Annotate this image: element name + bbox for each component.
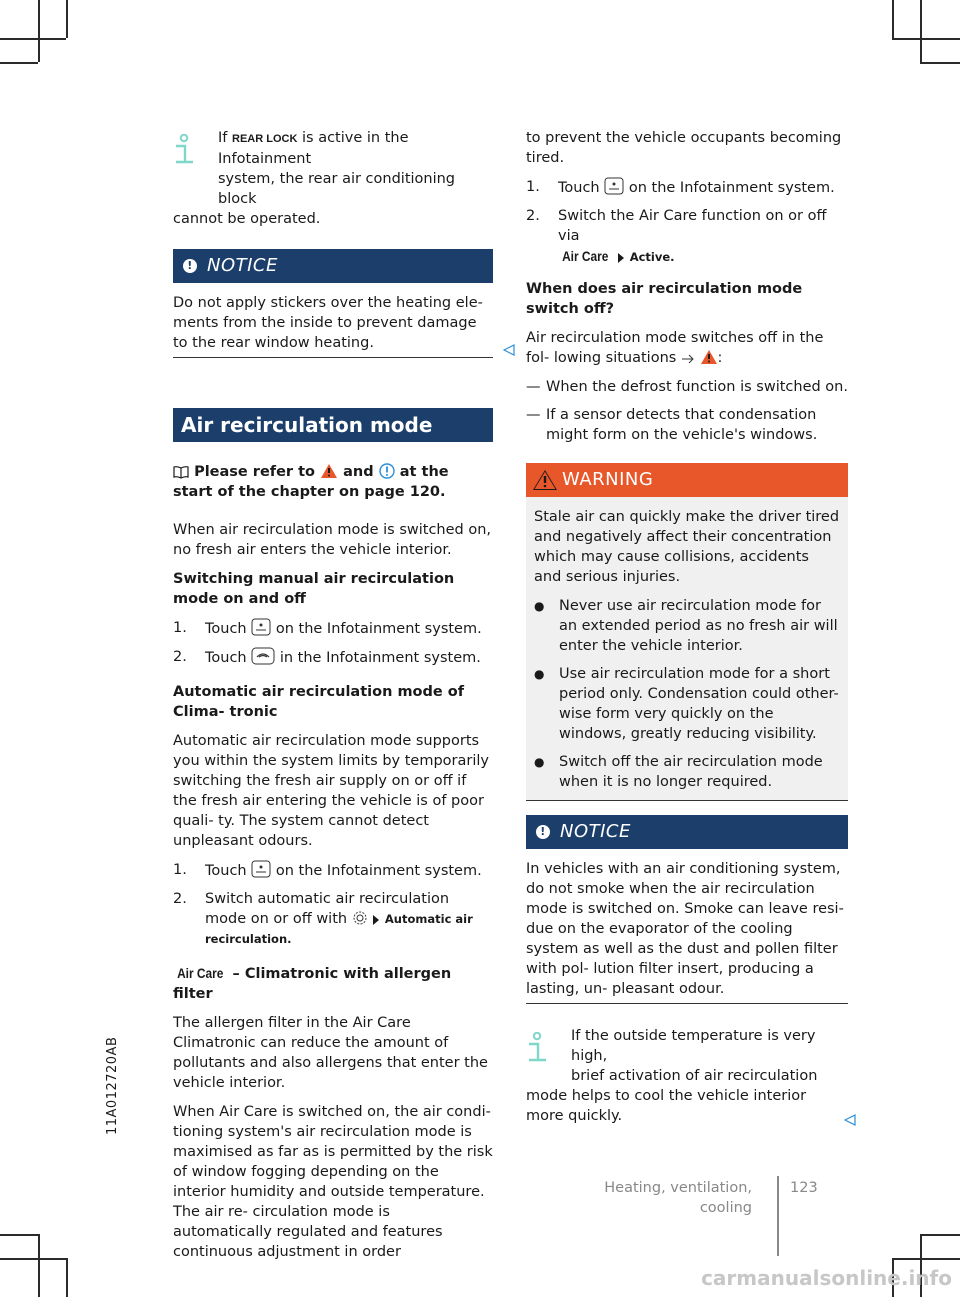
step-item: 1. Touch on the Infotainment system. [173, 620, 482, 637]
info-text: If [218, 130, 228, 146]
page-number: 123 [790, 1180, 818, 1196]
rear-lock-label: REAR LOCK [232, 133, 298, 145]
step-item: 1. Touch on the Infotainment system. [526, 179, 835, 196]
right-column [526, 128, 848, 1146]
warning-triangle-icon [532, 469, 558, 491]
info-text: system, the rear air conditioning block [218, 171, 456, 207]
info-note [173, 128, 493, 229]
notice-text: In vehicles with an air conditioning system, do not smoke when the air recirculation mode is switched on. Smoke can leave resi- due on the evaporator of the cooling system as well as the dust and pollen filter with pol- lution filter insert, producing a lasting, un- pleasant odour. [526, 861, 844, 997]
warning-triangle-icon [320, 463, 338, 479]
warning-box [526, 463, 848, 801]
info-text: If the outside temperature is very high, [571, 1028, 816, 1064]
info-text: cannot be operated. [173, 211, 321, 227]
reference-note: Please refer to and at the start of the chapter on page 120. [173, 464, 449, 500]
arrow-right-icon [681, 353, 695, 365]
list-item: — When the defrost function is switched on. [526, 379, 848, 395]
book-icon [173, 465, 189, 479]
list-item: — If a sensor detects that condensation might form on the vehicle's windows. [526, 407, 818, 443]
left-column [173, 128, 493, 1271]
warning-title: WARNING [562, 469, 654, 490]
off-text: Air recirculation mode switches off in the fol- lowing situations : [526, 330, 824, 366]
list-item: ● Never use air recirculation mode for an extended period as no fresh air will enter the vehicle interior. [534, 598, 838, 654]
warning-triangle-icon [700, 349, 718, 365]
climate-button-icon [251, 618, 271, 636]
notice-header [526, 815, 848, 849]
step-item: 2. Switch the Air Care function on or off via Air Care Active. [526, 208, 827, 264]
info-text: mode helps to cool the vehicle interior more quickly. [526, 1088, 807, 1124]
exclamation-icon: ! [183, 259, 197, 273]
air-care-logo: Air Care [562, 248, 609, 264]
info-icon [526, 1032, 548, 1064]
footer-divider [777, 1176, 779, 1256]
menu-arrow-icon [617, 252, 625, 264]
footer-section-title: Heating, ventilation, cooling [604, 1180, 752, 1216]
auto-heading: Automatic air recirculation mode of Clima- tronic [173, 684, 465, 720]
air-care-logo: Air Care [177, 965, 224, 981]
aircare-heading: Air Care – Climatronic with allergen filter [173, 965, 452, 1002]
notice-header [173, 249, 493, 283]
notice-box [173, 249, 493, 358]
notice-box [526, 815, 848, 1004]
end-marker-icon [503, 344, 515, 356]
warning-text: Stale air can quickly make the driver tired and negatively affect their concentration which may cause collisions, accidents and serious injuries. [534, 509, 840, 585]
list-item: ● Switch off the air recirculation mode when it is no longer required. [534, 754, 823, 790]
auto-text: Automatic air recirculation mode supports you within the system limits by temporarily switching the fresh air supply on or off if the fresh air entering the vehicle is of poor quali- ty. The system cannot detect unpleasant odours. [173, 733, 489, 849]
warning-header [526, 463, 848, 497]
watermark: carmanualsonline.info [701, 1266, 952, 1290]
recirculation-button-icon [251, 647, 275, 665]
manual-heading: Switching manual air recirculation mode on and off [173, 571, 455, 607]
intro-text: When air recirculation mode is switched on, no fresh air enters the vehicle interior. [173, 522, 492, 558]
gear-icon [352, 910, 368, 926]
step-item: 2. Touch in the Infotainment system. [173, 649, 481, 666]
info-icon [173, 134, 195, 166]
document-code: 11A012720AB [105, 1036, 120, 1135]
aircare-text: The allergen filter in the Air Care Climatronic can reduce the amount of pollutants and also allergens that enter the vehicle interior. [173, 1015, 488, 1091]
notice-circle-icon [379, 463, 395, 479]
info-text: is active in the Infotainment [218, 130, 409, 167]
list-item: ● Use air recirculation mode for a short period only. Condensation could other- wise form very quickly on the windows, greatly reducing visibility. [534, 666, 839, 742]
section-title: Air recirculation mode [173, 408, 493, 442]
notice-text: Do not apply stickers over the heating ele- ments from the inside to prevent damage to the rear window heating. [173, 295, 483, 351]
off-heading: When does air recirculation mode switch off? [526, 281, 803, 317]
continued-text: to prevent the vehicle occupants becoming tired. [526, 130, 842, 166]
aircare-text: When Air Care is switched on, the air condi- tioning system's air recirculation mode is maximised as far as is permitted by the risk of window fogging depending on the interior humidity and outside temperature. The air re- circulation mode is automatically regulated and features continuous adjustment in order [173, 1104, 493, 1260]
menu-arrow-icon [372, 914, 380, 926]
step-item: 2. Switch automatic air recirculation mode on or off with Automatic air recirculation. [173, 891, 473, 946]
step-item: 1. Touch on the Infotainment system. [173, 862, 482, 879]
exclamation-icon: ! [536, 825, 550, 839]
climate-button-icon [251, 860, 271, 878]
climate-button-icon [604, 177, 624, 195]
info-note [526, 1026, 848, 1126]
notice-title: NOTICE [560, 821, 631, 842]
end-marker-icon [844, 1114, 856, 1126]
notice-title: NOTICE [207, 255, 278, 276]
info-text: brief activation of air recirculation [571, 1068, 818, 1084]
